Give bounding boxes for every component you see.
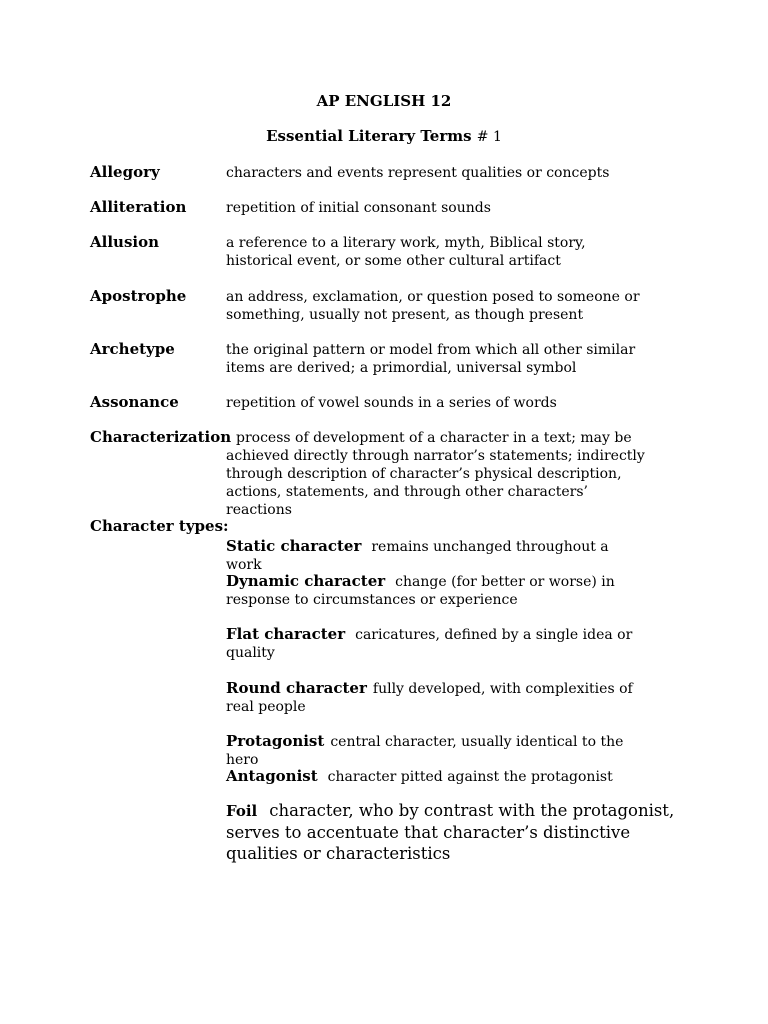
character-type-term: Dynamic character [226, 572, 386, 590]
term-allusion: Allusion [90, 233, 159, 251]
character-types-heading: Character types: [90, 517, 229, 535]
definition-allegory: characters and events represent qualities or concepts [226, 165, 610, 181]
character-type-antagonist [226, 767, 646, 786]
term-archetype: Archetype [90, 340, 175, 358]
definition-characterization: process of development of a character in a text; may be achieved directly through narrator’s statements; indirectly through description of character’s physical description, actions, statements, and through other characters’ reactions [226, 430, 645, 518]
character-type-definition: remains unchanged throughout a work [226, 539, 609, 573]
definition-allusion: a reference to a literary work, myth, Biblical story, historical event, or some other cultural artifact [226, 235, 586, 269]
character-type-definition: caricatures, defined by a single idea or quality [226, 627, 633, 661]
character-type-static [226, 537, 646, 574]
definition-apostrophe: an address, exclamation, or question posed to someone or something, usually not present, as though present [226, 289, 640, 323]
subtitle-text: Essential Literary Terms [266, 127, 472, 145]
definition-assonance: repetition of vowel sounds in a series of words [226, 395, 557, 411]
term-assonance: Assonance [90, 393, 179, 411]
character-type-foil [226, 800, 676, 864]
document-title: AP ENGLISH 12 [316, 92, 452, 110]
definition-archetype: the original pattern or model from which all other similar items are derived; a primordial, universal symbol [226, 342, 636, 376]
term-characterization: Characterization [90, 428, 232, 446]
character-type-definition: central character, usually identical to the hero [226, 734, 624, 768]
character-type-term: Round character [226, 679, 367, 697]
character-type-definition: change (for better or worse) in response to circumstances or experience [226, 574, 615, 608]
character-type-dynamic [226, 572, 646, 609]
term-alliteration: Alliteration [90, 198, 187, 216]
character-type-term: Foil [226, 802, 258, 820]
character-type-definition: character, who by contrast with the protagonist, serves to accentuate that character’s distinctive qualities or characteristics [226, 801, 675, 863]
term-apostrophe: Apostrophe [90, 287, 187, 305]
definition-alliteration: repetition of initial consonant sounds [226, 200, 491, 216]
character-type-flat [226, 625, 646, 662]
character-type-term: Antagonist [226, 767, 318, 785]
character-type-protagonist [226, 732, 646, 769]
document-subtitle [0, 127, 768, 146]
character-type-definition: character pitted against the protagonist [327, 769, 613, 785]
character-type-definition: fully developed, with complexities of real people [226, 681, 633, 715]
term-allegory: Allegory [90, 163, 160, 181]
character-type-round [226, 679, 646, 716]
character-type-term: Static character [226, 537, 362, 555]
subtitle-number: # 1 [476, 129, 502, 145]
character-type-term: Flat character [226, 625, 346, 643]
character-type-term: Protagonist [226, 732, 325, 750]
